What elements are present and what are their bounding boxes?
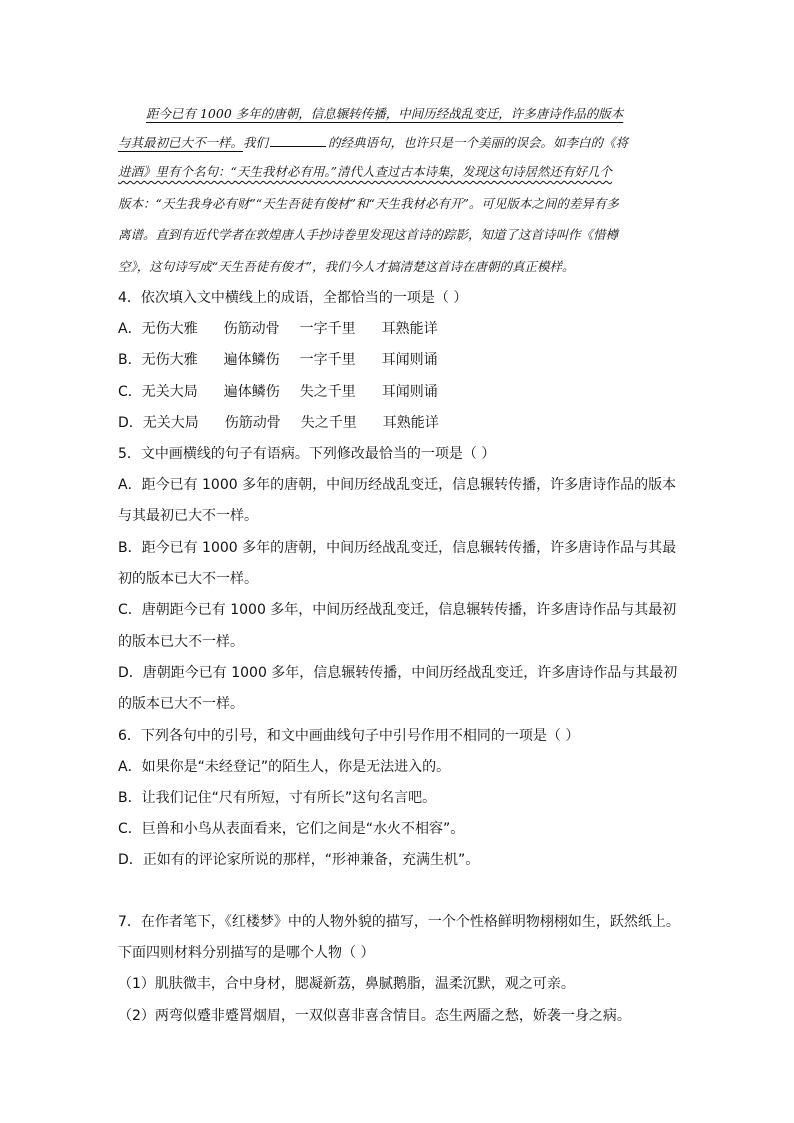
question-5-option-c-cont: 的版本已大不一样。: [118, 634, 244, 650]
question-5-option-c[interactable]: C．唐朝距今已有 1000 多年，中间历经战乱变迁，信息辗转传播，许多唐诗作品与其最初: [118, 602, 677, 618]
question-4-option-c[interactable]: C．无关大局 遍体鳞伤 失之千里 耳闻则诵: [118, 384, 438, 400]
question-4-stem: 4．依次填入文中横线上的成语，全都恰当的一项是（ ）: [118, 290, 468, 306]
question-5-option-a[interactable]: A．距今已有 1000 多年的唐朝，中间历经战乱变迁，信息辗转传播，许多唐诗作品的版本: [118, 477, 677, 493]
question-7-material-2: （2）两弯似蹙非蹙罥烟眉，一双似喜非喜含情目。态生两靥之愁，娇袭一身之病。: [118, 1008, 631, 1024]
question-6-option-c[interactable]: C．巨兽和小鸟从表面看来，它们之间是“水火不相容”。: [118, 821, 465, 837]
question-7-material-1: （1）肌肤微丰，合中身材，腮凝新荔，鼻腻鹅脂，温柔沉默，观之可亲。: [118, 976, 575, 992]
passage-underlined-sentence: 距今已有 1000 多年的唐朝，信息辗转传播，中间历经战乱变迁，许多唐诗作品的版本: [146, 106, 624, 121]
passage-line-1: [118, 102, 623, 126]
passage-line-4: 版本：“天生我身必有财”“天生吾徒有俊材”和“天生我材必有开”。可见版本之间的差异有多: [118, 196, 619, 211]
question-6-option-b[interactable]: B．让我们记住“尺有所短，寸有所长”这句名言吧。: [118, 790, 437, 806]
question-5-option-b-cont: 初的版本已大不一样。: [118, 571, 258, 587]
question-5-stem: 5．文中画横线的句子有语病。下列修改最恰当的一项是（ ）: [118, 446, 496, 462]
fill-blank[interactable]: [270, 132, 326, 147]
question-5-option-b[interactable]: B．距今已有 1000 多年的唐朝，中间历经战乱变迁，信息辗转传播，许多唐诗作品与其最: [118, 540, 677, 556]
question-5-option-d-cont: 的版本已大不一样。: [118, 696, 244, 712]
passage-line-3: [118, 160, 612, 184]
question-7-stem-cont: 下面四则材料分别描写的是哪个人物（ ）: [118, 945, 375, 961]
question-6-option-d[interactable]: D．正如有的评论家所说的那样，“形神兼备，充满生机”。: [118, 852, 480, 868]
question-5-option-d[interactable]: D．唐朝距今已有 1000 多年，信息辗转传播，中间历经战乱变迁，许多唐诗作品与其最初: [118, 665, 678, 681]
passage-line-5: 离谱。直到有近代学者在敦煌唐人手抄诗卷里发现这首诗的踪影，知道了这首诗叫作《惜樽: [118, 227, 619, 242]
question-7-stem: 7．在作者笔下，《红楼梦》中的人物外貌的描写，一个个性格鲜明物栩栩如生，跃然纸上。: [118, 914, 680, 930]
question-4-option-d[interactable]: D．无关大局 伤筋动骨 失之千里 耳熟能详: [118, 415, 439, 431]
passage-line-6: 空》，这句诗写成“天生吾徒有俊才”，我们今人才搞清楚这首诗在唐朝的真正模样。: [118, 259, 575, 274]
question-4-option-a[interactable]: A．无伤大雅 伤筋动骨 一字千里 耳熟能详: [118, 321, 438, 337]
passage-underlined-sentence-end: 与其最初已大不一样。: [118, 135, 244, 150]
question-6-option-a[interactable]: A．如果你是“未经登记”的陌生人，你是无法进入的。: [118, 759, 451, 775]
question-6-stem: 6．下列各句中的引号，和文中画曲线句子中引号作用不相同的一项是（ ）: [118, 728, 580, 744]
passage-line-2: 与其最初已大不一样。我们 的经典语句，也许只是一个美丽的误会。如李白的《将: [118, 131, 628, 155]
question-5-option-a-cont: 与其最初已大不一样。: [118, 508, 258, 524]
passage-wavy-sentence: 进酒》里有个名句：“天生我材必有用。”清代人查过古本诗集，发现这句诗居然还有好几个: [118, 164, 613, 179]
question-4-option-b[interactable]: B．无伤大雅 遍体鳞伤 一字千里 耳闻则诵: [118, 352, 438, 368]
